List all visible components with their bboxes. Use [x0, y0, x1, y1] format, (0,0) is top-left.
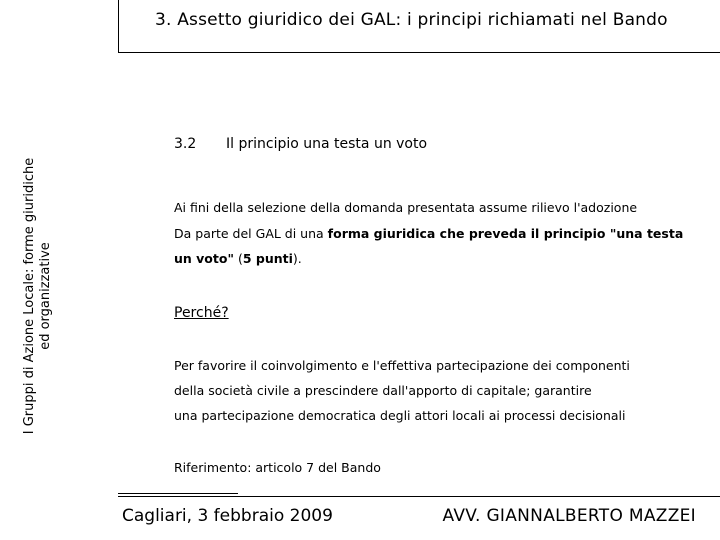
footer-divider: [118, 496, 720, 497]
bold-text-run: un voto": [174, 251, 234, 266]
paragraph-1-line-3: [174, 251, 694, 266]
text-run: Da parte del GAL di una: [174, 226, 328, 241]
text-run: (: [233, 251, 243, 266]
paragraph-1-line-2: [174, 226, 694, 241]
paragraph-2-line-2: della società civile a prescindere dall'apporto di capitale; garantire: [174, 383, 592, 398]
side-label: [22, 126, 54, 466]
bold-text-run: 5 punti: [242, 251, 293, 266]
section-number: 3.2: [174, 136, 197, 152]
why-heading: Perché?: [174, 305, 229, 321]
text-run: ).: [292, 251, 302, 266]
side-label-line-2: ed organizzative: [38, 242, 53, 350]
paragraph-2-line-1: Per favorire il coinvolgimento e l'effettiva partecipazione dei componenti: [174, 358, 630, 373]
paragraph-1-line-1: Ai fini della selezione della domanda presentata assume rilievo l'adozione: [174, 200, 638, 215]
paragraph-2-line-3: una partecipazione democratica degli attori locali ai processi decisionali: [174, 408, 626, 423]
bold-text-run: forma giuridica che preveda il principio "una testa: [327, 226, 684, 241]
footer-author: AVV. GIANNALBERTO MAZZEI: [442, 506, 696, 526]
section-title: Il principio una testa un voto: [226, 136, 428, 152]
reference-text: Riferimento: articolo 7 del Bando: [174, 460, 381, 475]
footer-place-date: Cagliari, 3 febbraio 2009: [122, 506, 333, 526]
section-heading: [174, 136, 427, 152]
slide-title: 3. Assetto giuridico dei GAL: i principi richiamati nel Bando: [155, 10, 668, 30]
footer-divider-short: [118, 493, 238, 494]
side-label-line-1: I Gruppi di Azione Locale: forme giuridiche: [22, 157, 37, 435]
